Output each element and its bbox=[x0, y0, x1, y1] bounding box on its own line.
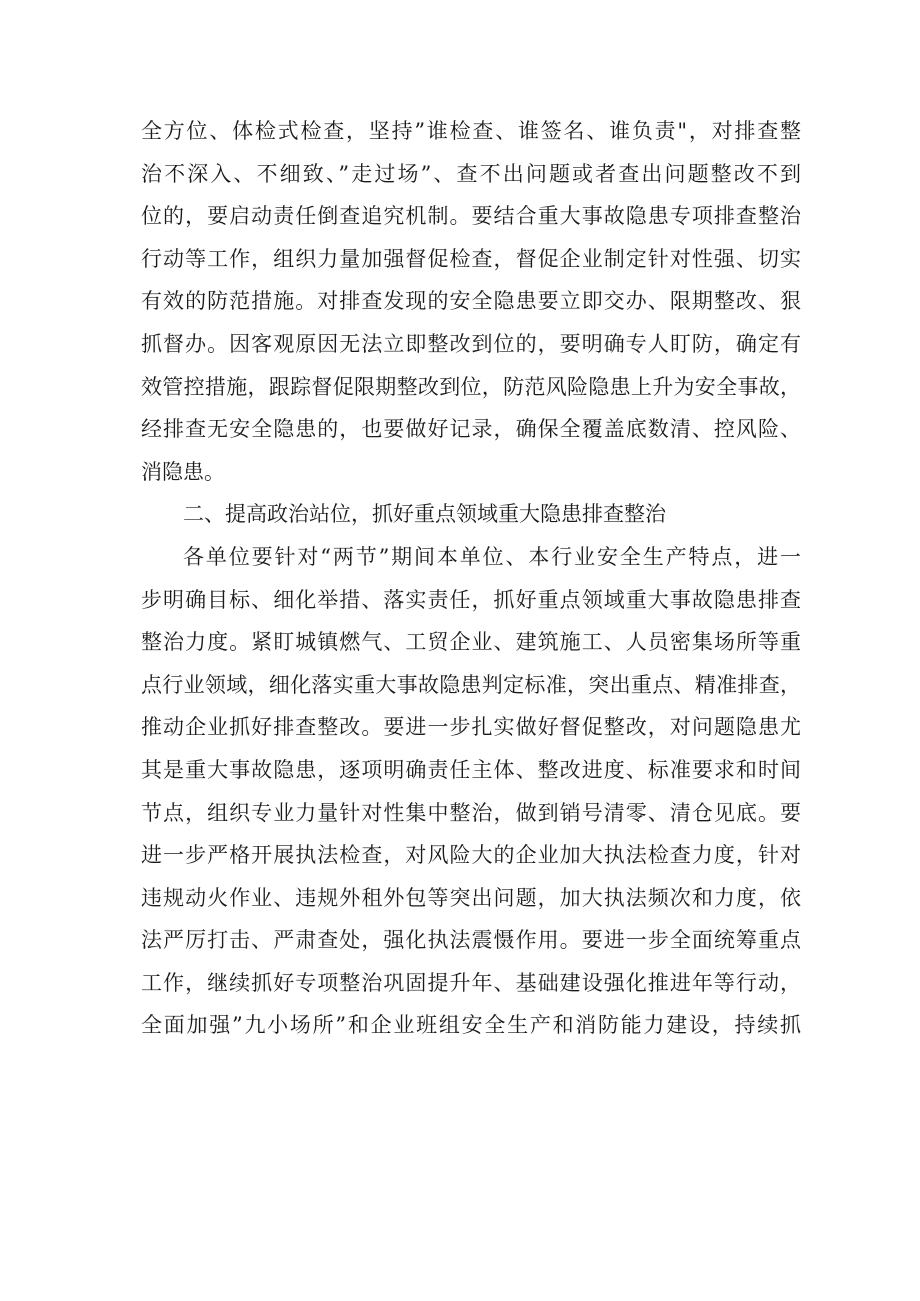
paragraph-line: 各单位要针对“两节”期间本单位、本行业安全生产特点，进一 bbox=[183, 544, 801, 569]
paragraph-line: 整治力度。紧盯城镇燃气、工贸企业、建筑施工、人员密集场所等重 bbox=[141, 630, 801, 655]
paragraph-line: 抓督办。因客观原因无法立即整改到位的，要明确专人盯防，确定有 bbox=[141, 331, 801, 356]
paragraph-line: 全面加强”九小场所”和企业班组安全生产和消防能力建设，持续抓 bbox=[141, 1013, 801, 1038]
paragraph-line: 违规动火作业、违规外租外包等突出问题，加大执法频次和力度，依 bbox=[141, 885, 801, 910]
document-body bbox=[141, 110, 801, 1047]
paragraph-line: 全方位、体检式检查，坚持”谁检查、谁签名、谁负责"，对排查整 bbox=[141, 119, 801, 143]
paragraph-line: 节点，组织专业力量针对性集中整治，做到销号清零、清仓见底。要 bbox=[141, 800, 801, 825]
paragraph-line: 治不深入、不细致、”走过场”、查不出问题或者查出问题整改不到 bbox=[141, 161, 801, 186]
paragraph-line: 有效的防范措施。对排查发现的安全隐患要立即交办、限期整改、狠 bbox=[141, 289, 801, 314]
paragraph-line: 效管控措施，跟踪督促限期整改到位，防范风险隐患上升为安全事故， bbox=[141, 374, 801, 399]
paragraph-line: 位的，要启动责任倒查追究机制。要结合重大事故隐患专项排查整治 bbox=[141, 204, 801, 229]
paragraph-line: 行动等工作，组织力量加强督促检查，督促企业制定针对性强、切实 bbox=[141, 246, 801, 271]
paragraph-line: 法严厉打击、严肃查处，强化执法震慑作用。要进一步全面统筹重点 bbox=[141, 928, 801, 953]
paragraph-line: 步明确目标、细化举措、落实责任，抓好重点领域重大事故隐患排查 bbox=[141, 587, 801, 612]
paragraph-line: 经排查无安全隐患的，也要做好记录，确保全覆盖底数清、控风险、 bbox=[141, 417, 801, 442]
paragraph-line: 点行业领域，细化落实重大事故隐患判定标准，突出重点、精准排查， bbox=[141, 672, 801, 697]
paragraph-1 bbox=[141, 110, 801, 493]
paragraph-2 bbox=[141, 536, 801, 1047]
section-heading: 二、提高政治站位，抓好重点领域重大隐患排查整治 bbox=[183, 502, 666, 527]
paragraph-line: 进一步严格开展执法检查，对风险大的企业加大执法检查力度，针对 bbox=[141, 843, 801, 868]
paragraph-line: 消隐患。 bbox=[141, 459, 225, 484]
paragraph-line: 其是重大事故隐患，逐项明确责任主体、整改进度、标准要求和时间 bbox=[141, 757, 801, 782]
paragraph-line: 推动企业抓好排查整改。要进一步扎实做好督促整改，对问题隐患尤 bbox=[141, 715, 801, 740]
paragraph-line: 工作，继续抓好专项整治巩固提升年、基础建设强化推进年等行动， bbox=[141, 970, 801, 995]
